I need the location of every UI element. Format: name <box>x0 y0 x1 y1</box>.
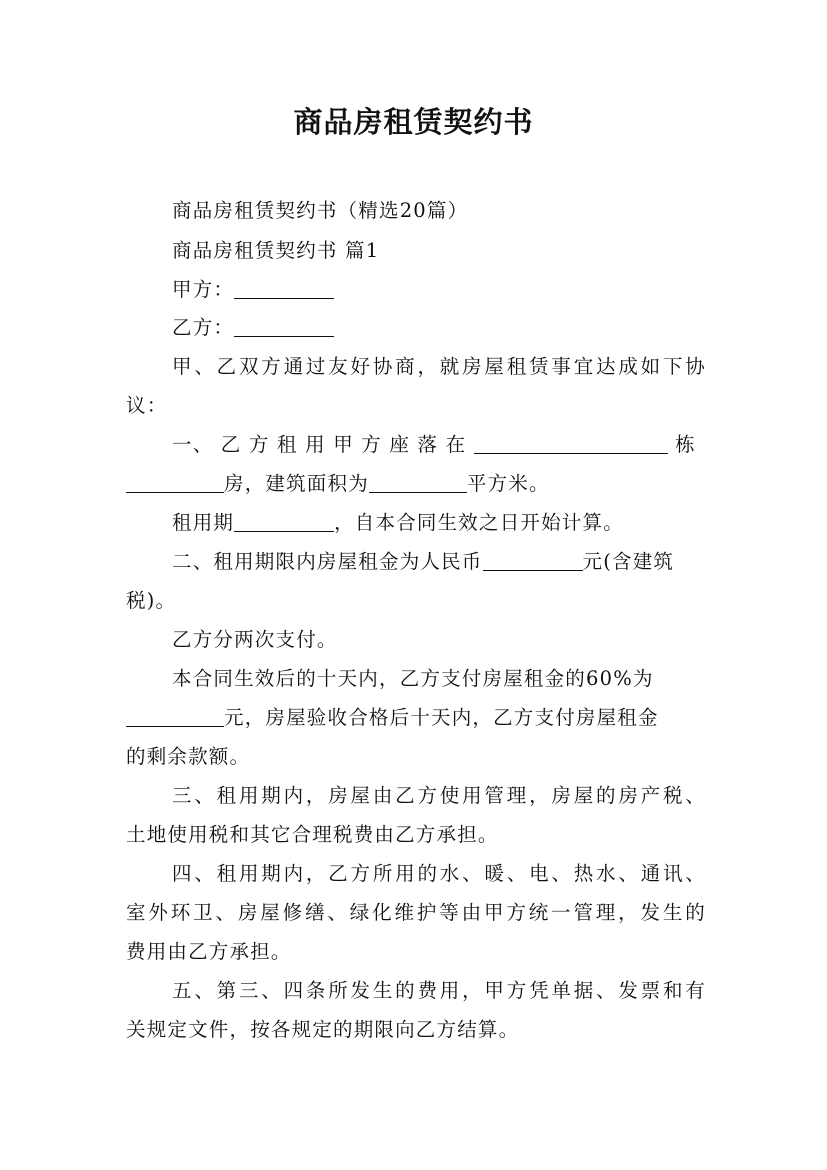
payment-line-2: 本合同生效后的十天内，乙方支付房屋租金的60%为 <box>172 667 654 690</box>
clause-2-line-1: 二、租用期限内房屋租金为人民币 元(含建筑 <box>172 550 675 573</box>
clause-2-line-2: 税)。 <box>126 589 177 612</box>
clause-5-line-1: 五、第三、四条所发生的费用，甲方凭单据、发票和有 <box>172 979 706 1002</box>
party-a-label: 甲方： <box>172 278 235 301</box>
party-b-line <box>172 314 706 342</box>
clause-3-line-1: 三、租用期内，房屋由乙方使用管理，房屋的房产税、 <box>172 784 706 807</box>
intro-line-1: 甲、乙双方通过友好协商，就房屋租赁事宜达成如下协 <box>172 355 706 378</box>
term-blank <box>234 511 334 532</box>
term-line: 租用期 ，自本合同生效之日开始计算。 <box>172 511 624 534</box>
document-title: 商品房租赁契约书 <box>293 105 534 139</box>
party-a-line <box>172 276 706 304</box>
payment-line-1: 乙方分两次支付。 <box>172 628 338 651</box>
party-b-blank <box>234 316 334 337</box>
clause-5-line-2: 关规定文件，按各规定的期限向乙方结算。 <box>126 1018 520 1041</box>
payment-line-4: 的剩余款额。 <box>126 745 251 768</box>
clause-4-line-3: 费用由乙方承担。 <box>126 940 292 963</box>
section-heading: 商品房租赁契约书 篇1 <box>172 239 380 262</box>
rent-amount-blank <box>483 550 583 571</box>
clause-1-line-1: 一、 乙 方 租 用 甲 方 座 落 在 栋 <box>172 433 696 456</box>
location-blank <box>474 433 668 454</box>
intro-line-2: 议： <box>126 394 168 417</box>
first-payment-blank <box>126 706 224 727</box>
clause-4-line-2: 室外环卫、房屋修缮、绿化维护等由甲方统一管理，发生的 <box>126 901 706 924</box>
clause-4-line-1: 四、租用期内，乙方所用的水、暖、电、热水、通讯、 <box>172 862 706 885</box>
document-subtitle: 商品房租赁契约书（精选20篇） <box>172 199 469 222</box>
room-blank <box>126 472 224 493</box>
clause-3-line-2: 土地使用税和其它合理税费由乙方承担。 <box>126 823 499 846</box>
party-a-blank <box>234 278 334 299</box>
area-blank <box>369 472 467 493</box>
clause-1-line-2: 房，建筑面积为 平方米。 <box>126 470 706 498</box>
payment-line-3: 元，房屋验收合格后十天内，乙方支付房屋租金 <box>126 704 706 732</box>
party-b-label: 乙方： <box>172 316 235 339</box>
